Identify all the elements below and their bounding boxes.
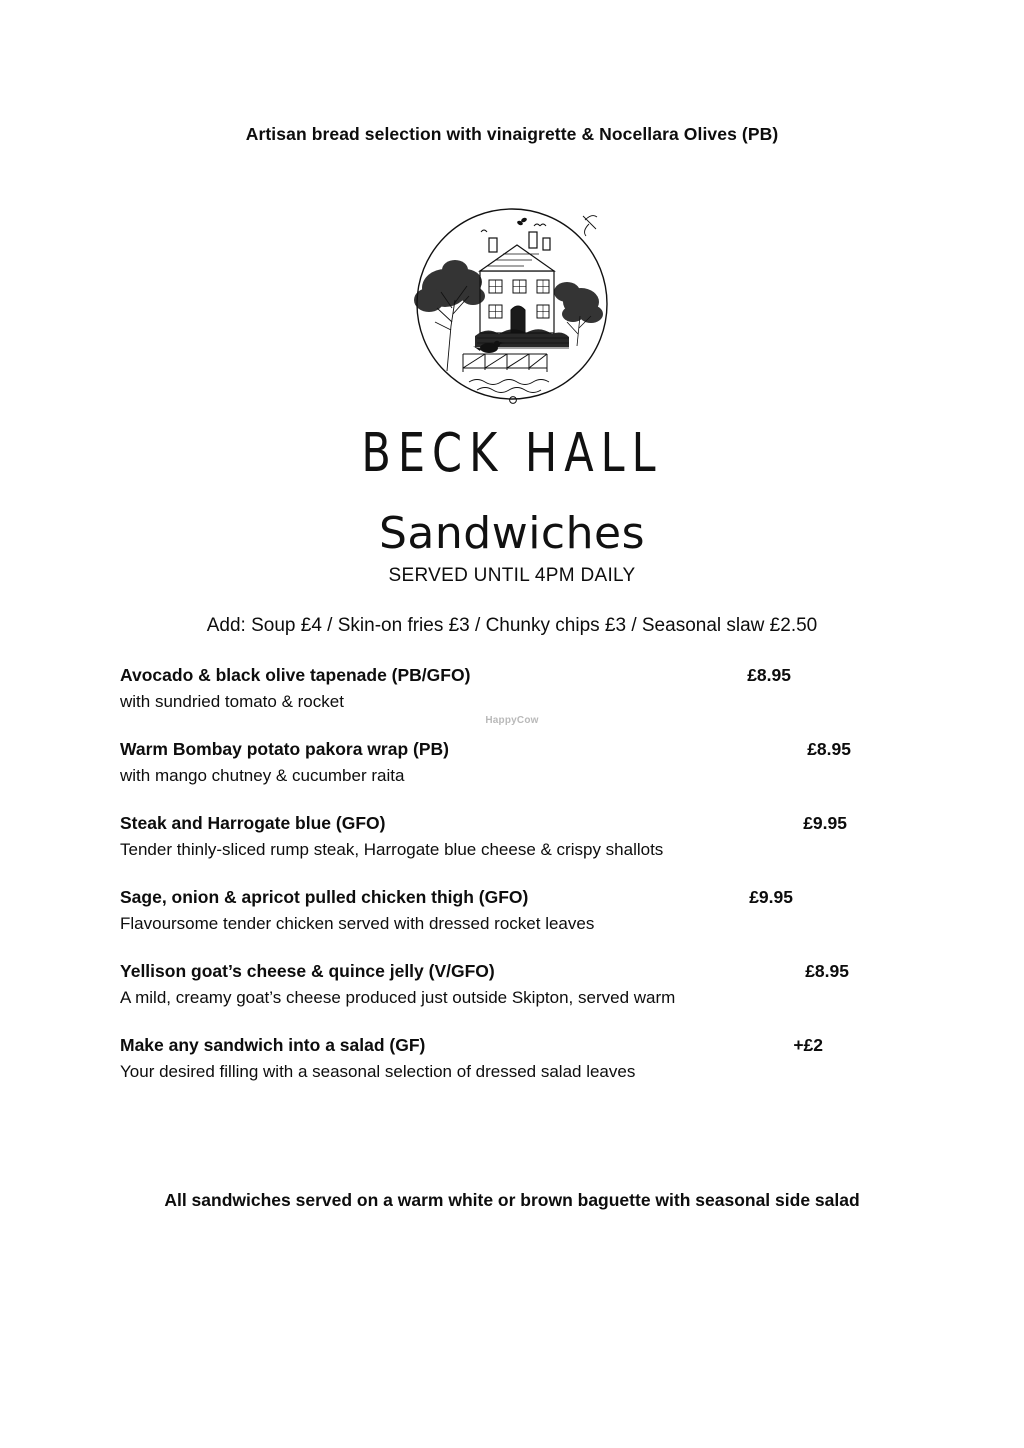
menu-item-description: with sundried tomato & rocket <box>120 692 344 712</box>
menu-item-header <box>120 663 851 688</box>
menu-item <box>120 1033 851 1085</box>
top-banner-text: Artisan bread selection with vinaigrette & Nocellara Olives (PB) <box>245 124 779 144</box>
menu-item <box>120 811 851 863</box>
menu-item-name: Warm Bombay potato pakora wrap (PB) <box>120 739 449 760</box>
menu-item-header <box>120 737 851 762</box>
menu-item-name: Make any sandwich into a salad (GF) <box>120 1035 426 1056</box>
logo-wordmark: BECK HALL <box>361 422 663 485</box>
menu-item-description: with mango chutney & cucumber raita <box>120 766 405 786</box>
menu-item-description: A mild, creamy goat’s cheese produced just outside Skipton, served warm <box>120 988 676 1008</box>
menu-items-list <box>120 663 851 1107</box>
logo-block <box>0 196 1024 485</box>
page-subtitle: SERVED UNTIL 4PM DAILY <box>388 565 636 586</box>
menu-item <box>120 737 851 789</box>
menu-item-description: Flavoursome tender chicken served with dressed rocket leaves <box>120 914 595 934</box>
menu-item <box>120 885 851 937</box>
menu-item <box>120 663 851 715</box>
menu-item-description: Your desired filling with a seasonal selection of dressed salad leaves <box>120 1062 636 1082</box>
happycow-watermark: HappyCow <box>485 715 539 726</box>
menu-item-header <box>120 885 851 910</box>
menu-item-price: £8.95 <box>807 739 851 760</box>
footer-note: All sandwiches served on a warm white or brown baguette with seasonal side salad <box>164 1190 860 1210</box>
menu-item-price: £8.95 <box>805 961 849 982</box>
beck-hall-house-and-tree-illustration-icon <box>377 196 647 426</box>
menu-item-header <box>120 811 851 836</box>
menu-item-header <box>120 1033 851 1058</box>
menu-item-name: Avocado & black olive tapenade (PB/GFO) <box>120 665 471 685</box>
menu-item-header <box>120 959 851 984</box>
menu-item <box>120 959 851 1011</box>
page-title: Sandwiches <box>379 508 645 559</box>
menu-item-name: Yellison goat’s cheese & quince jelly (V/GFO) <box>120 961 495 982</box>
menu-item-name: Steak and Harrogate blue (GFO) <box>120 813 386 834</box>
menu-item-description: Tender thinly-sliced rump steak, Harrogate blue cheese & crispy shallots <box>120 840 664 860</box>
menu-item-price: £9.95 <box>803 813 847 834</box>
menu-item-price: £8.95 <box>747 665 791 685</box>
menu-item-name: Sage, onion & apricot pulled chicken thigh (GFO) <box>120 887 529 908</box>
addons-line: Add: Soup £4 / Skin-on fries £3 / Chunky chips £3 / Seasonal slaw £2.50 <box>206 615 818 636</box>
menu-item-price: +£2 <box>793 1035 823 1056</box>
menu-item-price: £9.95 <box>749 887 793 908</box>
